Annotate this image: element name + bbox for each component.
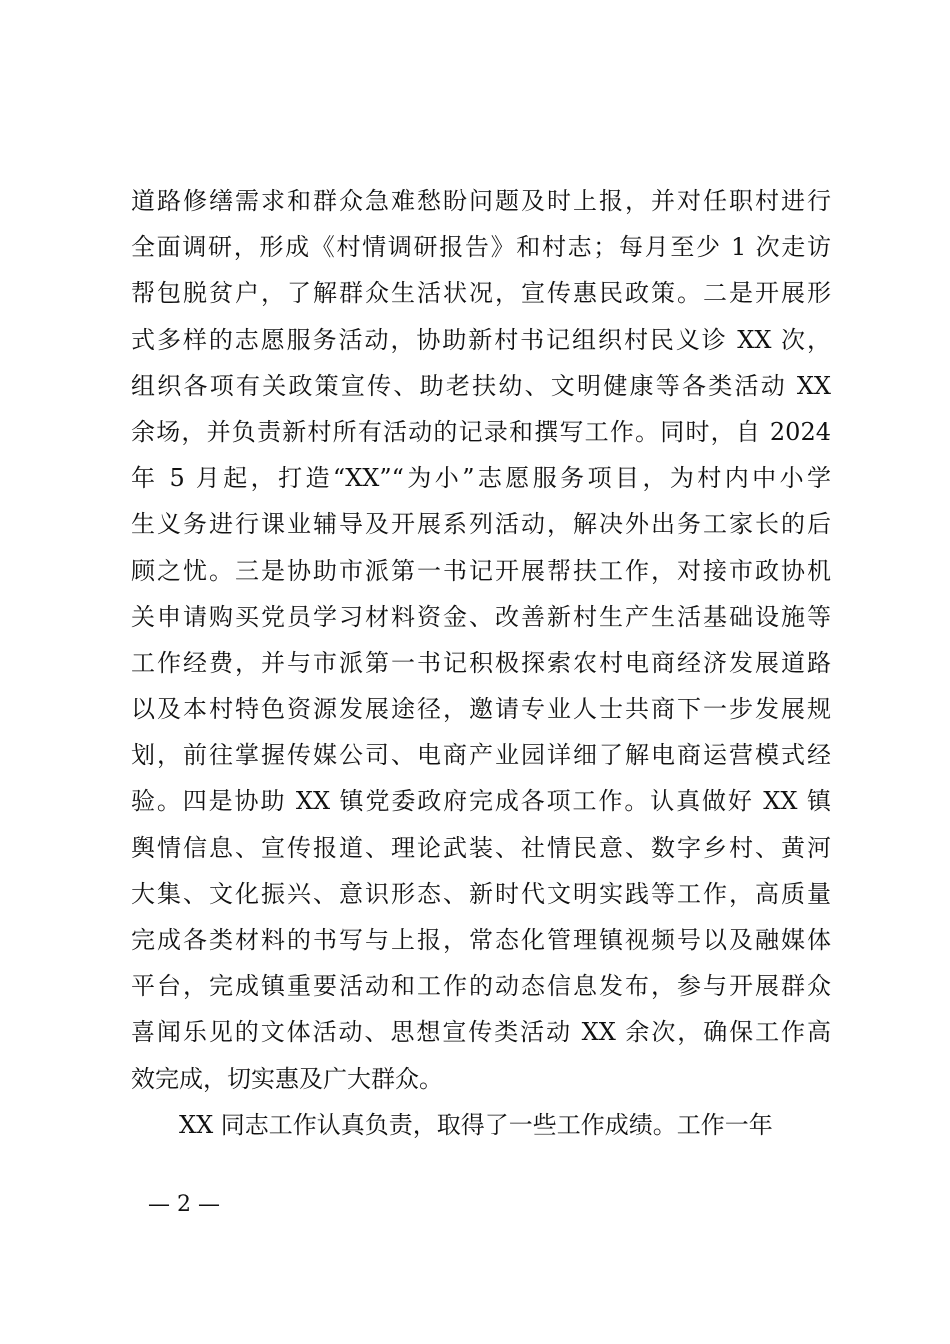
paragraph-line: 组织各项有关政策宣传、助老扶幼、文明健康等各类活动 XX [131,371,831,400]
page-number: — 2 — [148,1192,220,1217]
paragraph-line: 平台，完成镇重要活动和工作的动态信息发布，参与开展群众 [131,972,831,1001]
paragraph-line: 喜闻乐见的文体活动、思想宣传类活动 XX 余次，确保工作高 [131,1018,831,1047]
paragraph-line: 以及本村特色资源发展途径，邀请专业人士共商下一步发展规 [131,695,831,724]
paragraph-line: 生义务进行课业辅导及开展系列活动，解决外出务工家长的后 [131,510,831,539]
paragraph-line: 完成各类材料的书写与上报，常态化管理镇视频号以及融媒体 [131,926,831,954]
paragraph-line: 式多样的志愿服务活动，协助新村书记组织村民义诊 XX 次， [131,325,831,354]
paragraph-line: XX 同志工作认真负责，取得了一些工作成绩。工作一年 [179,1110,773,1139]
paragraph-line: 划，前往掌握传媒公司、电商产业园详细了解电商运营模式经 [131,741,831,770]
paragraph-line: 大集、文化振兴、意识形态、新时代文明实践等工作，高质量 [131,879,831,908]
paragraph-line: 全面调研，形成《村情调研报告》和村志；每月至少 1 次走访 [131,233,831,262]
paragraph-line: 工作经费，并与市派第一书记积极探索农村电商经济发展道路 [131,648,831,677]
paragraph-line: 顾之忧。三是协助市派第一书记开展帮扶工作，对接市政协机 [131,556,831,585]
paragraph-line: 关申请购买党员学习材料资金、改善新村生产生活基础设施等 [131,602,831,631]
paragraph-line: 验。四是协助 XX 镇党委政府完成各项工作。认真做好 XX 镇 [131,787,831,816]
paragraph-line: 舆情信息、宣传报道、理论武装、社情民意、数字乡村、黄河 [131,833,831,862]
paragraph-line: 余场，并负责新村所有活动的记录和撰写工作。同时，自 2024 [131,417,831,446]
paragraph-line: 效完成，切实惠及广大群众。 [131,1064,443,1093]
paragraph-line: 年 5 月起，打造“XX”“为小”志愿服务项目，为村内中小学 [131,464,831,493]
body-text [131,178,831,1148]
paragraph-line: 道路修缮需求和群众急难愁盼问题及时上报，并对任职村进行 [131,187,831,215]
paragraph-line: 帮包脱贫户，了解群众生活状况，宣传惠民政策。二是开展形 [131,279,831,308]
